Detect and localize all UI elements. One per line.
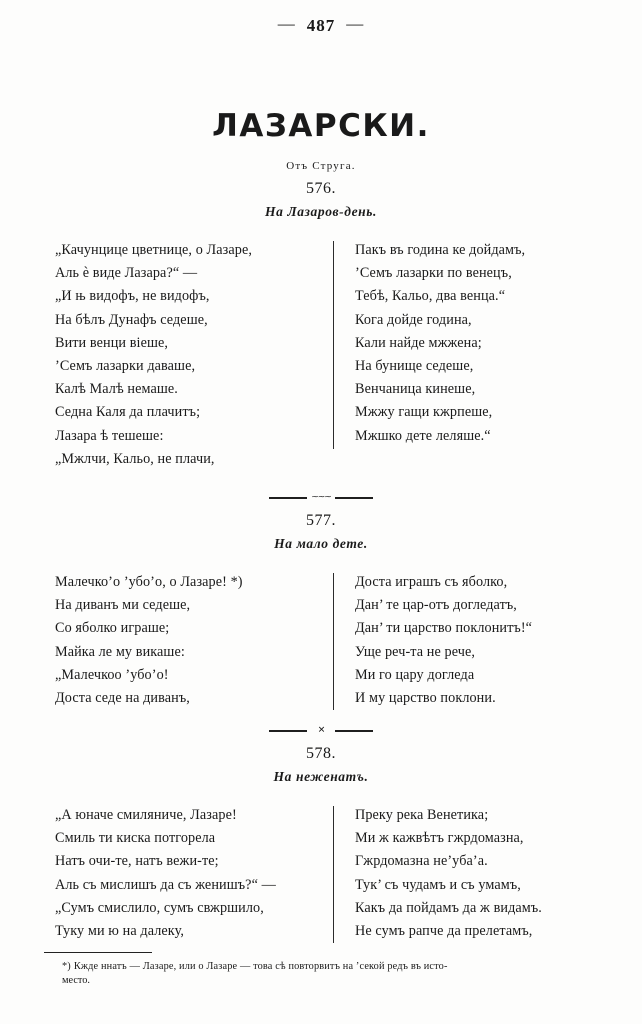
verse-line: На бунище седеше, — [355, 358, 474, 375]
verse-line: Кали найде мжжена; — [355, 334, 482, 351]
verse-line: Пакъ въ година ке дойдамъ, — [355, 242, 526, 258]
footnote-text: Кжде ннатъ — Лазаре, или о Лазаре — това сѣ повторвитъ на ’секой редъ въ исто- — [73, 961, 448, 972]
verse-line: Тебѣ, Кальо, два венца.“ — [355, 288, 506, 305]
verse-line: Доста играшъ съ яболко, — [355, 574, 508, 590]
ornament-rule — [269, 726, 373, 735]
song-title: На неженатъ. — [273, 769, 369, 784]
verse-line: Дан’ ти царство поклонитъ!“ — [355, 620, 533, 637]
verse-line: Со яболко играше; — [55, 620, 170, 637]
verse-line: Гжрдомазна не’уба’а. — [355, 853, 488, 870]
folio-dash-right: — — [346, 14, 365, 33]
verse-line: Мжшко дете леляше.“ — [355, 427, 491, 444]
verse-column-left — [55, 804, 330, 943]
verse-line: Лазара ѣ тешеше: — [55, 427, 164, 444]
verse-line: Какъ да пойдамъ да ж видамъ. — [355, 899, 542, 916]
column-divider — [333, 241, 334, 449]
verse-line: Вити венци віеше, — [55, 334, 169, 351]
folio-dash-left: — — [277, 14, 296, 33]
footnote-line-2: место. — [62, 975, 90, 986]
verse-line: Смиль ти киска потгорела — [55, 830, 216, 847]
song-block-578 — [0, 745, 642, 943]
verse-line: Преку река Венетика; — [355, 807, 489, 823]
ornament-rule — [269, 493, 373, 502]
song-number: 578. — [306, 745, 336, 762]
verse-line: Калѣ Малѣ немаше. — [55, 381, 178, 398]
footnote-block — [44, 952, 600, 988]
song-number: 576. — [306, 180, 336, 197]
verse-line: ’Семъ лазарки по венецъ, — [355, 265, 512, 282]
verse-column-left — [55, 239, 330, 471]
page-title: ЛАЗАРСКИ. — [212, 108, 430, 144]
column-divider — [333, 573, 334, 710]
verse-line: Майка ле му викаше: — [55, 643, 185, 660]
verse-line: Аль ѐ виде Лазара?“ — — [55, 265, 198, 282]
footnote-line-1 — [44, 960, 600, 974]
verse-line: И му царство поклони. — [355, 690, 496, 707]
verse-line: „А юначе смиляниче, Лазаре! — [55, 807, 237, 823]
verse-line: Ми го цару догледа — [355, 666, 475, 683]
verse-line: „Мжлчи, Кальо, не плачи, — [55, 450, 215, 467]
song-number: 577. — [306, 512, 336, 529]
footnote-marker: *) — [62, 961, 71, 972]
verse-columns — [0, 571, 642, 710]
section-ornament-divider — [0, 722, 642, 735]
section-ornament-divider — [0, 489, 642, 502]
song-block-576 — [0, 180, 642, 471]
folio-header — [0, 16, 642, 36]
folio-number: 487 — [306, 16, 336, 35]
verse-line: „И њ видофъ, не видофъ, — [55, 288, 210, 305]
verse-line: Малечко’о ’убо’о, о Лазаре! *) — [55, 574, 243, 590]
footnote-separator-rule — [44, 952, 152, 953]
verse-line: Дан’ те цар-отъ догледатъ, — [355, 597, 517, 614]
song-title: На мало дете. — [274, 536, 368, 551]
verse-column-right — [330, 239, 605, 471]
verse-line: Доста седе на диванъ, — [55, 690, 190, 707]
verse-line: Венчаница кинеше, — [355, 381, 476, 398]
verse-columns — [0, 804, 642, 943]
verse-line: Ми ж кажвѣтъ гжрдомазна, — [355, 830, 524, 847]
verse-column-left — [55, 571, 330, 710]
ornament-glyph: ✕ — [317, 725, 325, 735]
verse-line: Тук’ съ чудамъ и съ умамъ, — [355, 876, 521, 893]
verse-line: Туку ми ю на далеку, — [55, 923, 185, 940]
verse-line: „Малечкоо ’убо’о! — [55, 666, 169, 683]
verse-columns — [0, 239, 642, 471]
verse-line: Кога дойде година, — [355, 311, 472, 328]
verse-line: Мжжу гащи кжрпеше, — [355, 404, 493, 421]
verse-line: Не сумъ рапче да прелетамъ, — [355, 923, 533, 940]
column-divider — [333, 806, 334, 943]
verse-line: „Качунцице цветнице, о Лазаре, — [55, 242, 253, 258]
ornament-glyph: ~~~ — [311, 492, 331, 502]
song-block-577 — [0, 512, 642, 710]
verse-line: Уще реч-та не рече, — [355, 643, 476, 660]
verse-line: Натъ очи-те, натъ вежи-те; — [55, 853, 219, 870]
verse-line: Седна Каля да плачитъ; — [55, 404, 201, 421]
verse-line: Аль съ мислишъ да съ женишъ?“ — — [55, 876, 276, 893]
source-attribution: Отъ Струга. — [286, 160, 356, 172]
verse-line: ’Семъ лазарки даваше, — [55, 358, 196, 375]
verse-line: На бѣлъ Дунафъ седеше, — [55, 311, 208, 328]
verse-line: „Сумъ смислило, сумъ свжршило, — [55, 899, 264, 916]
verse-column-right — [330, 571, 605, 710]
song-title: На Лазаров-день. — [264, 204, 377, 219]
verse-line: На диванъ ми седеше, — [55, 597, 191, 614]
verse-column-right — [330, 804, 605, 943]
